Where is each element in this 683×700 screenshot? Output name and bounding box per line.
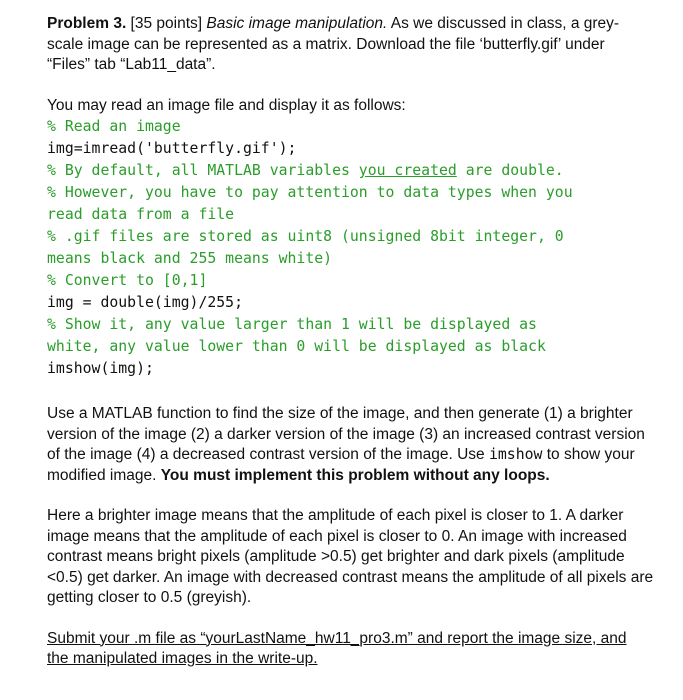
problem-points: [35 points] (126, 15, 207, 32)
code-line-3-end: are double. (456, 162, 564, 179)
task-function-name: imshow (488, 446, 543, 463)
code-line-11: white, any value lower than 0 will be displayed as black (47, 338, 546, 355)
code-block (47, 116, 659, 380)
submit-instructions: Submit your .m file as “yourLastName_hw11_pro3.m” and report the image size, and the manipulated images in the write-up. (47, 629, 627, 667)
code-line-10: % Show it, any value larger than 1 will be displayed as (47, 316, 537, 333)
code-line-5: read data from a file (47, 206, 235, 223)
read-intro: You may read an image file and display it as follows: (47, 96, 406, 114)
code-line-9: img = double(img)/255; (47, 294, 243, 311)
code-line-3-start: % By default, all MATLAB variables (47, 162, 359, 179)
problem-label: Problem 3. (47, 15, 127, 32)
task-requirement: You must implement this problem without any loops. (160, 466, 550, 484)
code-line-8: % Convert to [0,1] (47, 272, 208, 289)
problem-intro-text: As we discussed in class, a grey-scale image can be represented as a matrix. Download the file ‘butterfly.gif’ under “Files” tab “Lab11_data”. (47, 15, 620, 73)
code-line-2: img=imread('butterfly.gif'); (47, 140, 297, 157)
problem-title: Basic image manipulation. (206, 15, 388, 32)
problem-intro (47, 14, 647, 76)
code-line-6: % .gif files are stored as uint8 (unsigned 8bit integer, 0 (47, 228, 564, 245)
document (47, 14, 659, 670)
task-paragraph (47, 404, 659, 486)
definitions-paragraph: Here a brighter image means that the amplitude of each pixel is closer to 1. A darker image means that the amplitude of each pixel is closer to 0. An image with increased contrast means bright pixels (amplitude >0.5) get brighter and dark pixels (amplitude <0.5) get darker. An image with decreased contrast means the amplitude of all pixels are getting closer to 0.5 (greyish). (47, 507, 654, 606)
task-text-1: Use a MATLAB function to find the size of the image, and then generate (1) a brighter version of the image (2) a darker version of the image (3) an increased contrast version of the image (4) a decreased contrast version of the image. Use (47, 405, 645, 463)
code-line-3 (47, 160, 659, 182)
code-line-12: imshow(img); (47, 360, 154, 377)
code-line-7: means black and 255 means white) (47, 250, 333, 267)
code-line-4: % However, you have to pay attention to data types when you (47, 184, 573, 201)
code-line-3-underlined: you created (358, 162, 457, 179)
task-text-2: to show your modified image. (47, 446, 635, 484)
code-line-1: % Read an image (47, 118, 181, 135)
